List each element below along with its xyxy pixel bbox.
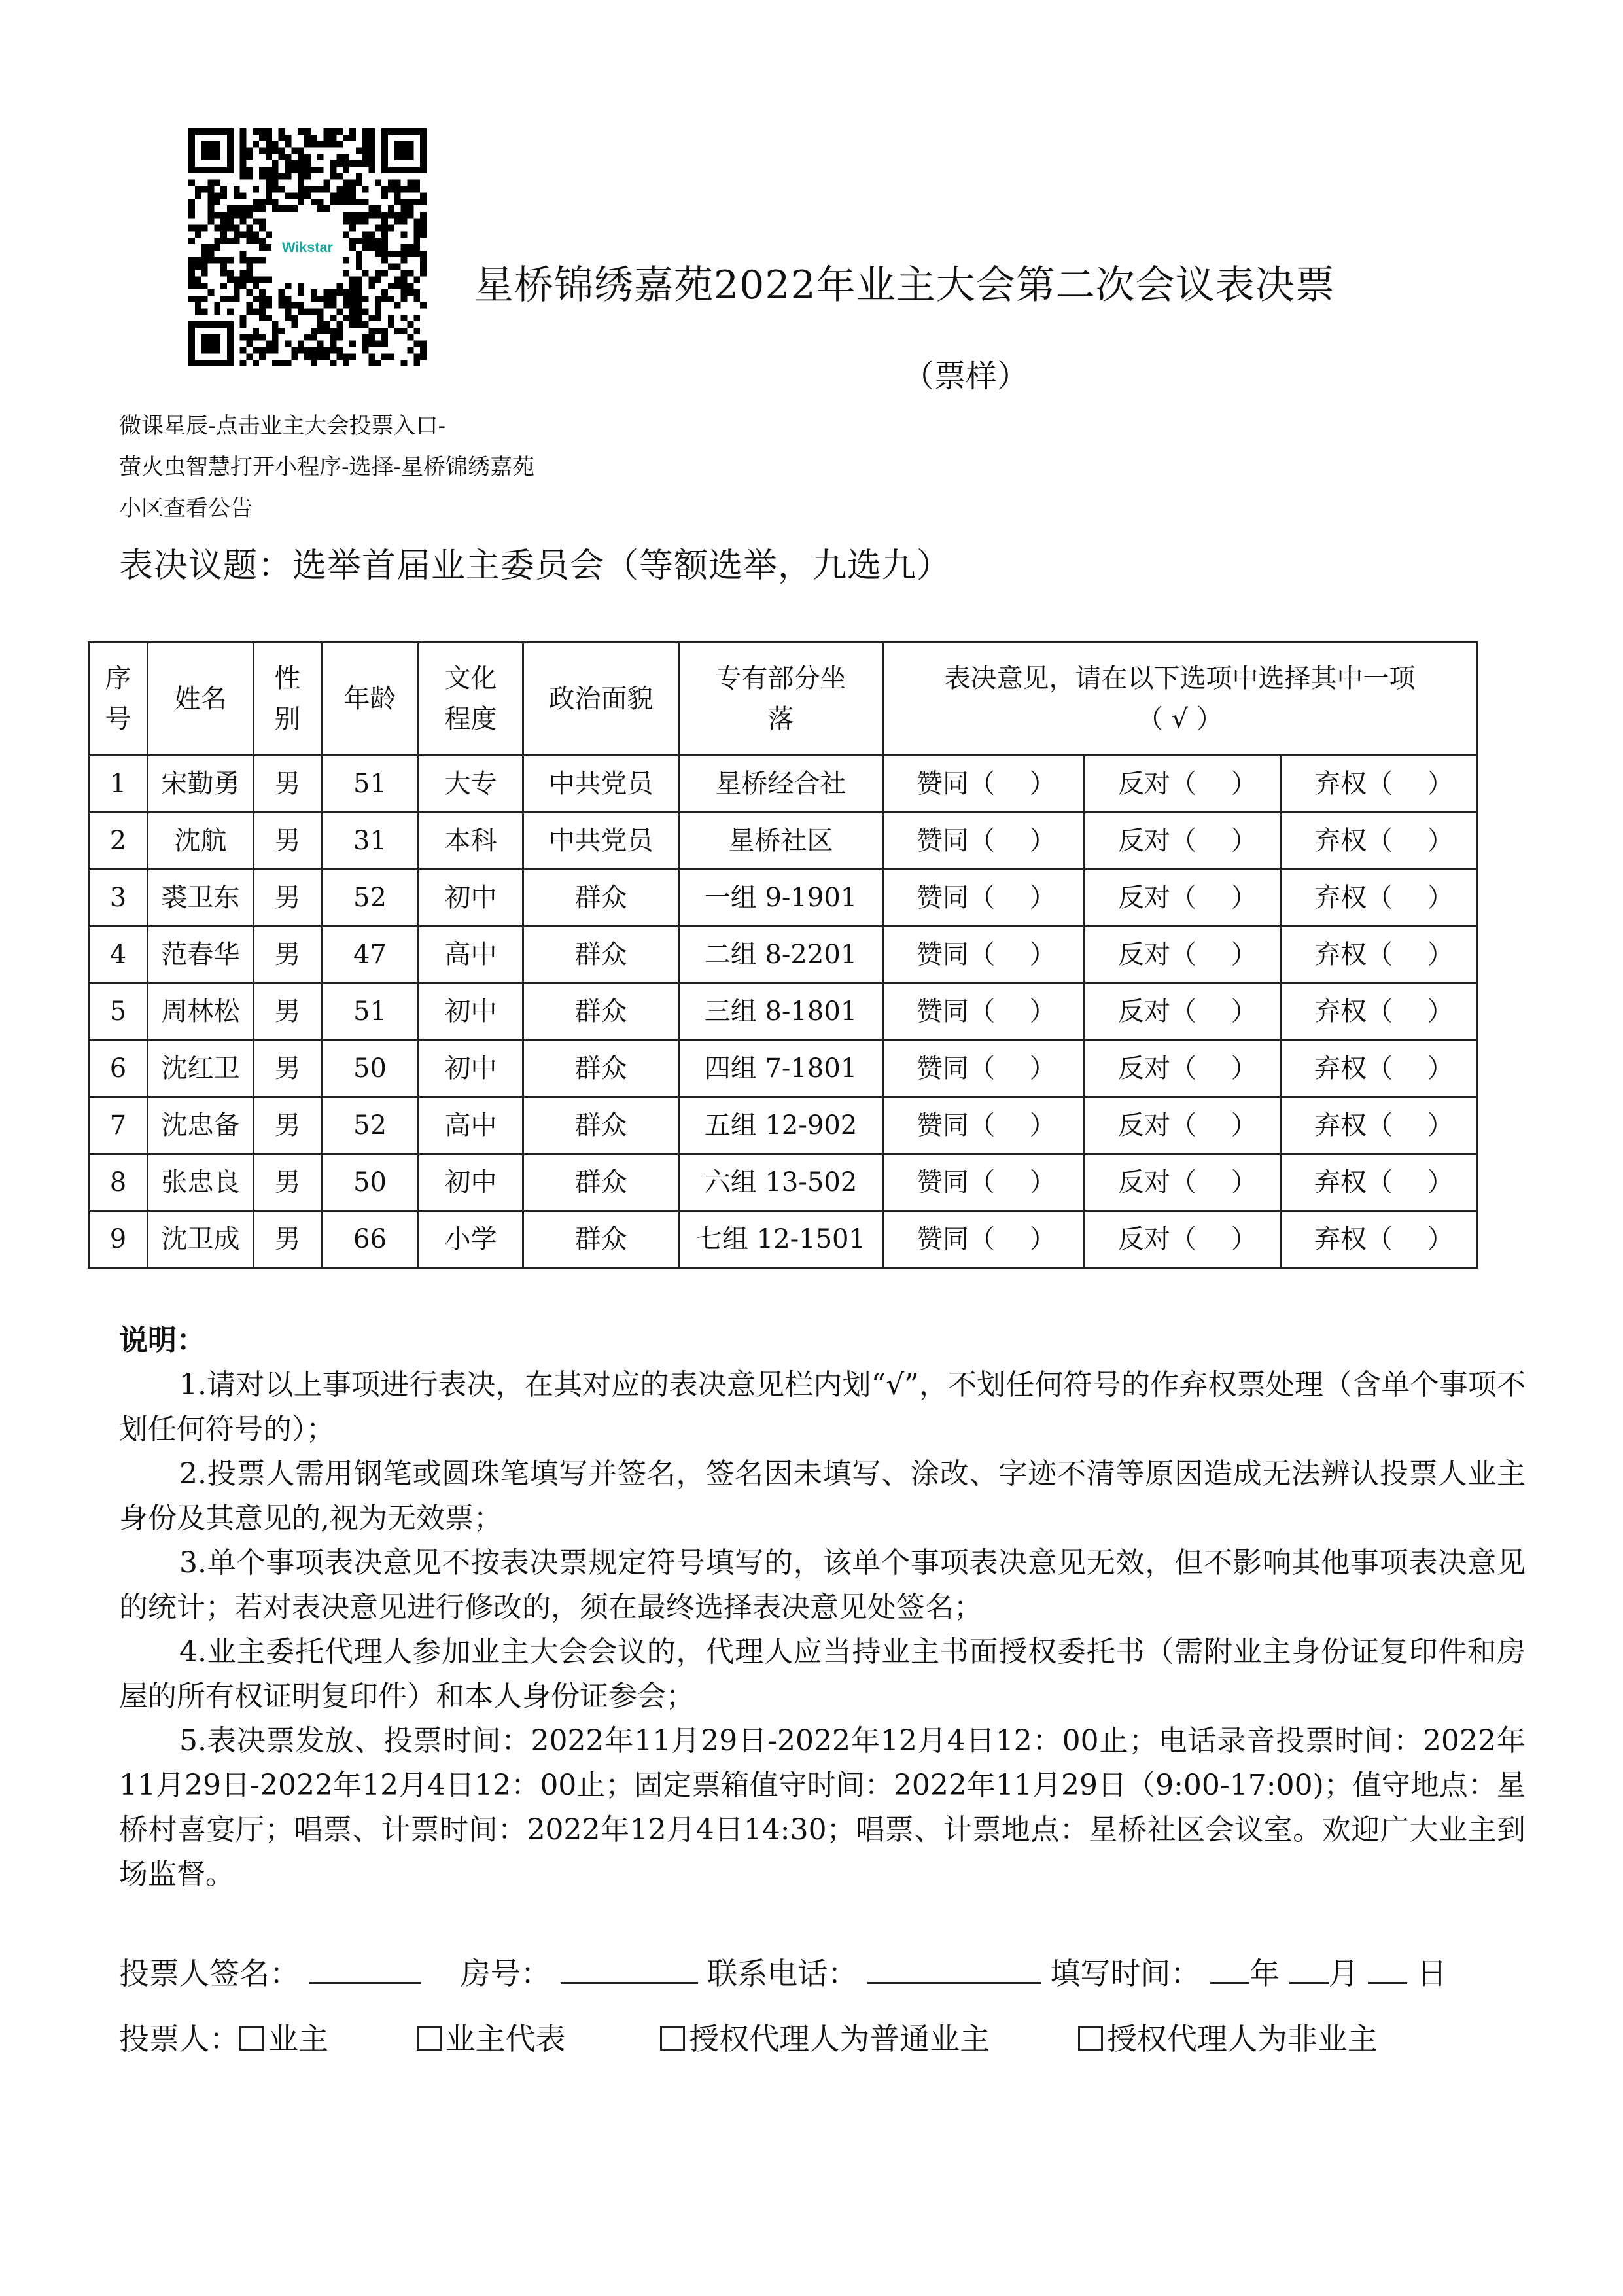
row-gender: 男	[254, 927, 322, 983]
date-label: 填写时间：	[1050, 1956, 1201, 1991]
row-gender: 男	[254, 1097, 322, 1154]
row-seq: 7	[89, 1097, 148, 1154]
row-unit: 四组 7-1801	[679, 1040, 883, 1097]
option-abstain[interactable]: 弃权（ ）	[1281, 813, 1477, 870]
row-gender: 男	[254, 1154, 322, 1211]
option-approve[interactable]: 赞同（ ）	[883, 1154, 1085, 1211]
option-oppose[interactable]: 反对（ ）	[1085, 756, 1281, 813]
voter-option-proxy-nonowner[interactable]: 授权代理人为非业主	[1078, 2021, 1378, 2057]
header-age: 年龄	[322, 643, 419, 756]
option-oppose[interactable]: 反对（ ）	[1085, 983, 1281, 1040]
vote-table	[88, 641, 1478, 1269]
row-politics: 群众	[523, 1211, 679, 1268]
voter-option-owner[interactable]: 业主	[239, 2021, 328, 2057]
row-gender: 男	[254, 756, 322, 813]
row-gender: 男	[254, 983, 322, 1040]
header-education: 文化 程度	[419, 643, 523, 756]
signature-field[interactable]	[309, 1956, 421, 1984]
row-seq: 8	[89, 1154, 148, 1211]
option-oppose[interactable]: 反对（ ）	[1085, 1154, 1281, 1211]
option-approve[interactable]: 赞同（ ）	[883, 870, 1085, 927]
header-politics: 政治面貌	[523, 643, 679, 756]
table-row	[89, 1154, 1477, 1211]
option-approve[interactable]: 赞同（ ）	[883, 1211, 1085, 1268]
voter-label: 投票人：	[119, 2021, 239, 2057]
option-abstain[interactable]: 弃权（ ）	[1281, 1211, 1477, 1268]
notes-title: 说明：	[119, 1324, 205, 1357]
row-name: 沈忠备	[148, 1097, 254, 1154]
row-politics: 群众	[523, 870, 679, 927]
row-politics: 群众	[523, 1040, 679, 1097]
row-seq: 6	[89, 1040, 148, 1097]
room-field[interactable]	[561, 1956, 698, 1984]
checkbox-icon[interactable]	[239, 2026, 264, 2051]
year-field[interactable]	[1210, 1956, 1249, 1984]
row-age: 51	[322, 983, 419, 1040]
option-oppose[interactable]: 反对（ ）	[1085, 870, 1281, 927]
table-row	[89, 870, 1477, 927]
option-abstain[interactable]: 弃权（ ）	[1281, 870, 1477, 927]
checkbox-icon[interactable]	[660, 2026, 685, 2051]
row-education: 初中	[419, 870, 523, 927]
option-oppose[interactable]: 反对（ ）	[1085, 1211, 1281, 1268]
option-approve[interactable]: 赞同（ ）	[883, 756, 1085, 813]
row-unit: 七组 12-1501	[679, 1211, 883, 1268]
header-opinion: 表决意见，请在以下选项中选择其中一项 （ √ ）	[883, 643, 1477, 756]
row-age: 47	[322, 927, 419, 983]
header-gender: 性 别	[254, 643, 322, 756]
voter-type-line	[119, 2015, 1378, 2058]
table-row	[89, 813, 1477, 870]
option-oppose[interactable]: 反对（ ）	[1085, 1097, 1281, 1154]
row-age: 52	[322, 1097, 419, 1154]
signature-line	[119, 1950, 1447, 1993]
row-politics: 群众	[523, 927, 679, 983]
page-title: 星桥锦绣嘉苑2022年业主大会第二次会议表决票	[474, 262, 1335, 308]
month-label: 月	[1328, 1956, 1359, 1991]
row-unit: 一组 9-1901	[679, 870, 883, 927]
row-age: 66	[322, 1211, 419, 1268]
option-approve[interactable]: 赞同（ ）	[883, 927, 1085, 983]
row-politics: 群众	[523, 983, 679, 1040]
day-label: 日	[1416, 1956, 1447, 1991]
row-age: 50	[322, 1040, 419, 1097]
row-education: 大专	[419, 756, 523, 813]
row-name: 裘卫东	[148, 870, 254, 927]
option-abstain[interactable]: 弃权（ ）	[1281, 927, 1477, 983]
phone-field[interactable]	[867, 1956, 1041, 1984]
qr-caption-line: 萤火虫智慧打开小程序-选择-星桥锦绣嘉苑	[119, 454, 534, 480]
row-name: 周林松	[148, 983, 254, 1040]
header-seq: 序 号	[89, 643, 148, 756]
row-name: 张忠良	[148, 1154, 254, 1211]
notes	[119, 1318, 1526, 1897]
option-oppose[interactable]: 反对（ ）	[1085, 927, 1281, 983]
voter-option-owner-rep[interactable]: 业主代表	[417, 2021, 566, 2057]
row-education: 初中	[419, 1154, 523, 1211]
option-abstain[interactable]: 弃权（ ）	[1281, 983, 1477, 1040]
row-politics: 群众	[523, 1097, 679, 1154]
row-unit: 六组 13-502	[679, 1154, 883, 1211]
table-row	[89, 1097, 1477, 1154]
row-education: 高中	[419, 927, 523, 983]
option-approve[interactable]: 赞同（ ）	[883, 983, 1085, 1040]
qr-caption	[119, 406, 534, 529]
row-gender: 男	[254, 870, 322, 927]
checkbox-icon[interactable]	[417, 2026, 442, 2051]
row-seq: 3	[89, 870, 148, 927]
table-row	[89, 927, 1477, 983]
qr-caption-line: 微课星辰-点击业主大会投票入口-	[119, 413, 445, 439]
option-oppose[interactable]: 反对（ ）	[1085, 813, 1281, 870]
page-subtitle: （票样）	[903, 358, 1029, 395]
row-name: 沈航	[148, 813, 254, 870]
row-education: 初中	[419, 1040, 523, 1097]
row-politics: 中共党员	[523, 756, 679, 813]
table-row	[89, 1040, 1477, 1097]
row-name: 范春华	[148, 927, 254, 983]
row-age: 52	[322, 870, 419, 927]
table-row	[89, 1211, 1477, 1268]
option-abstain[interactable]: 弃权（ ）	[1281, 1097, 1477, 1154]
option-approve[interactable]: 赞同（ ）	[883, 813, 1085, 870]
note-item: 5.表决票发放、投票时间：2022年11月29日-2022年12月4日12：00止；电话录音投票时间：2022年11月29日-2022年12月4日12：00止；固定票箱值守时间：2022年11月29日（9:00-17:00)；值守地点：星桥村喜宴厅；唱票、计票时间：2022年12月4日14:30；唱票、计票地点：星桥社区会议室。欢迎广大业主到场监督。	[119, 1724, 1526, 1891]
year-label: 年	[1249, 1956, 1280, 1991]
row-seq: 2	[89, 813, 148, 870]
qr-brand-logo: Wikstar	[282, 238, 333, 255]
row-unit: 星桥经合社	[679, 756, 883, 813]
row-education: 小学	[419, 1211, 523, 1268]
row-education: 本科	[419, 813, 523, 870]
option-abstain[interactable]: 弃权（ ）	[1281, 756, 1477, 813]
table-row	[89, 983, 1477, 1040]
checkbox-icon[interactable]	[1078, 2026, 1103, 2051]
option-approve[interactable]: 赞同（ ）	[883, 1097, 1085, 1154]
table-header-row	[89, 643, 1477, 756]
note-item: 2.投票人需用钢笔或圆珠笔填写并签名，签名因未填写、涂改、字迹不清等原因造成无法辨认投票人业主身份及其意见的,视为无效票；	[119, 1457, 1526, 1535]
qr-caption-line: 小区查看公告	[119, 495, 253, 521]
row-age: 50	[322, 1154, 419, 1211]
row-gender: 男	[254, 1040, 322, 1097]
row-name: 宋勤勇	[148, 756, 254, 813]
row-education: 初中	[419, 983, 523, 1040]
row-politics: 群众	[523, 1154, 679, 1211]
signature-label: 投票人签名：	[119, 1956, 300, 1991]
row-unit: 三组 8-1801	[679, 983, 883, 1040]
phone-label: 联系电话：	[707, 1956, 858, 1991]
row-name: 沈卫成	[148, 1211, 254, 1268]
row-age: 51	[322, 756, 419, 813]
row-unit: 星桥社区	[679, 813, 883, 870]
row-gender: 男	[254, 1211, 322, 1268]
room-label: 房号：	[460, 1956, 551, 1991]
row-unit: 二组 8-2201	[679, 927, 883, 983]
vote-topic: 表决议题：选举首届业主委员会（等额选举，九选九）	[119, 546, 952, 586]
note-item: 3.单个事项表决意见不按表决票规定符号填写的，该单个事项表决意见无效，但不影响其他事项表决意见的统计；若对表决意见进行修改的，须在最终选择表决意见处签名；	[119, 1546, 1526, 1624]
row-seq: 4	[89, 927, 148, 983]
voter-option-proxy-owner[interactable]: 授权代理人为普通业主	[660, 2021, 990, 2057]
row-name: 沈红卫	[148, 1040, 254, 1097]
month-field[interactable]	[1289, 1956, 1329, 1984]
row-education: 高中	[419, 1097, 523, 1154]
option-abstain[interactable]: 弃权（ ）	[1281, 1040, 1477, 1097]
row-politics: 中共党员	[523, 813, 679, 870]
row-seq: 1	[89, 756, 148, 813]
row-unit: 五组 12-902	[679, 1097, 883, 1154]
option-oppose[interactable]: 反对（ ）	[1085, 1040, 1281, 1097]
row-age: 31	[322, 813, 419, 870]
note-item: 4.业主委托代理人参加业主大会会议的，代理人应当持业主书面授权委托书（需附业主身份证复印件和房屋的所有权证明复印件）和本人身份证参会；	[119, 1635, 1526, 1713]
row-seq: 9	[89, 1211, 148, 1268]
qr-code	[188, 128, 427, 366]
option-abstain[interactable]: 弃权（ ）	[1281, 1154, 1477, 1211]
option-approve[interactable]: 赞同（ ）	[883, 1040, 1085, 1097]
row-seq: 5	[89, 983, 148, 1040]
row-gender: 男	[254, 813, 322, 870]
day-field[interactable]	[1368, 1956, 1407, 1984]
table-row	[89, 756, 1477, 813]
header-unit: 专有部分坐 落	[679, 643, 883, 756]
note-item: 1.请对以上事项进行表决，在其对应的表决意见栏内划“√”，不划任何符号的作弃权票处理（含单个事项不划任何符号的）；	[119, 1368, 1526, 1446]
header-name: 姓名	[148, 643, 254, 756]
